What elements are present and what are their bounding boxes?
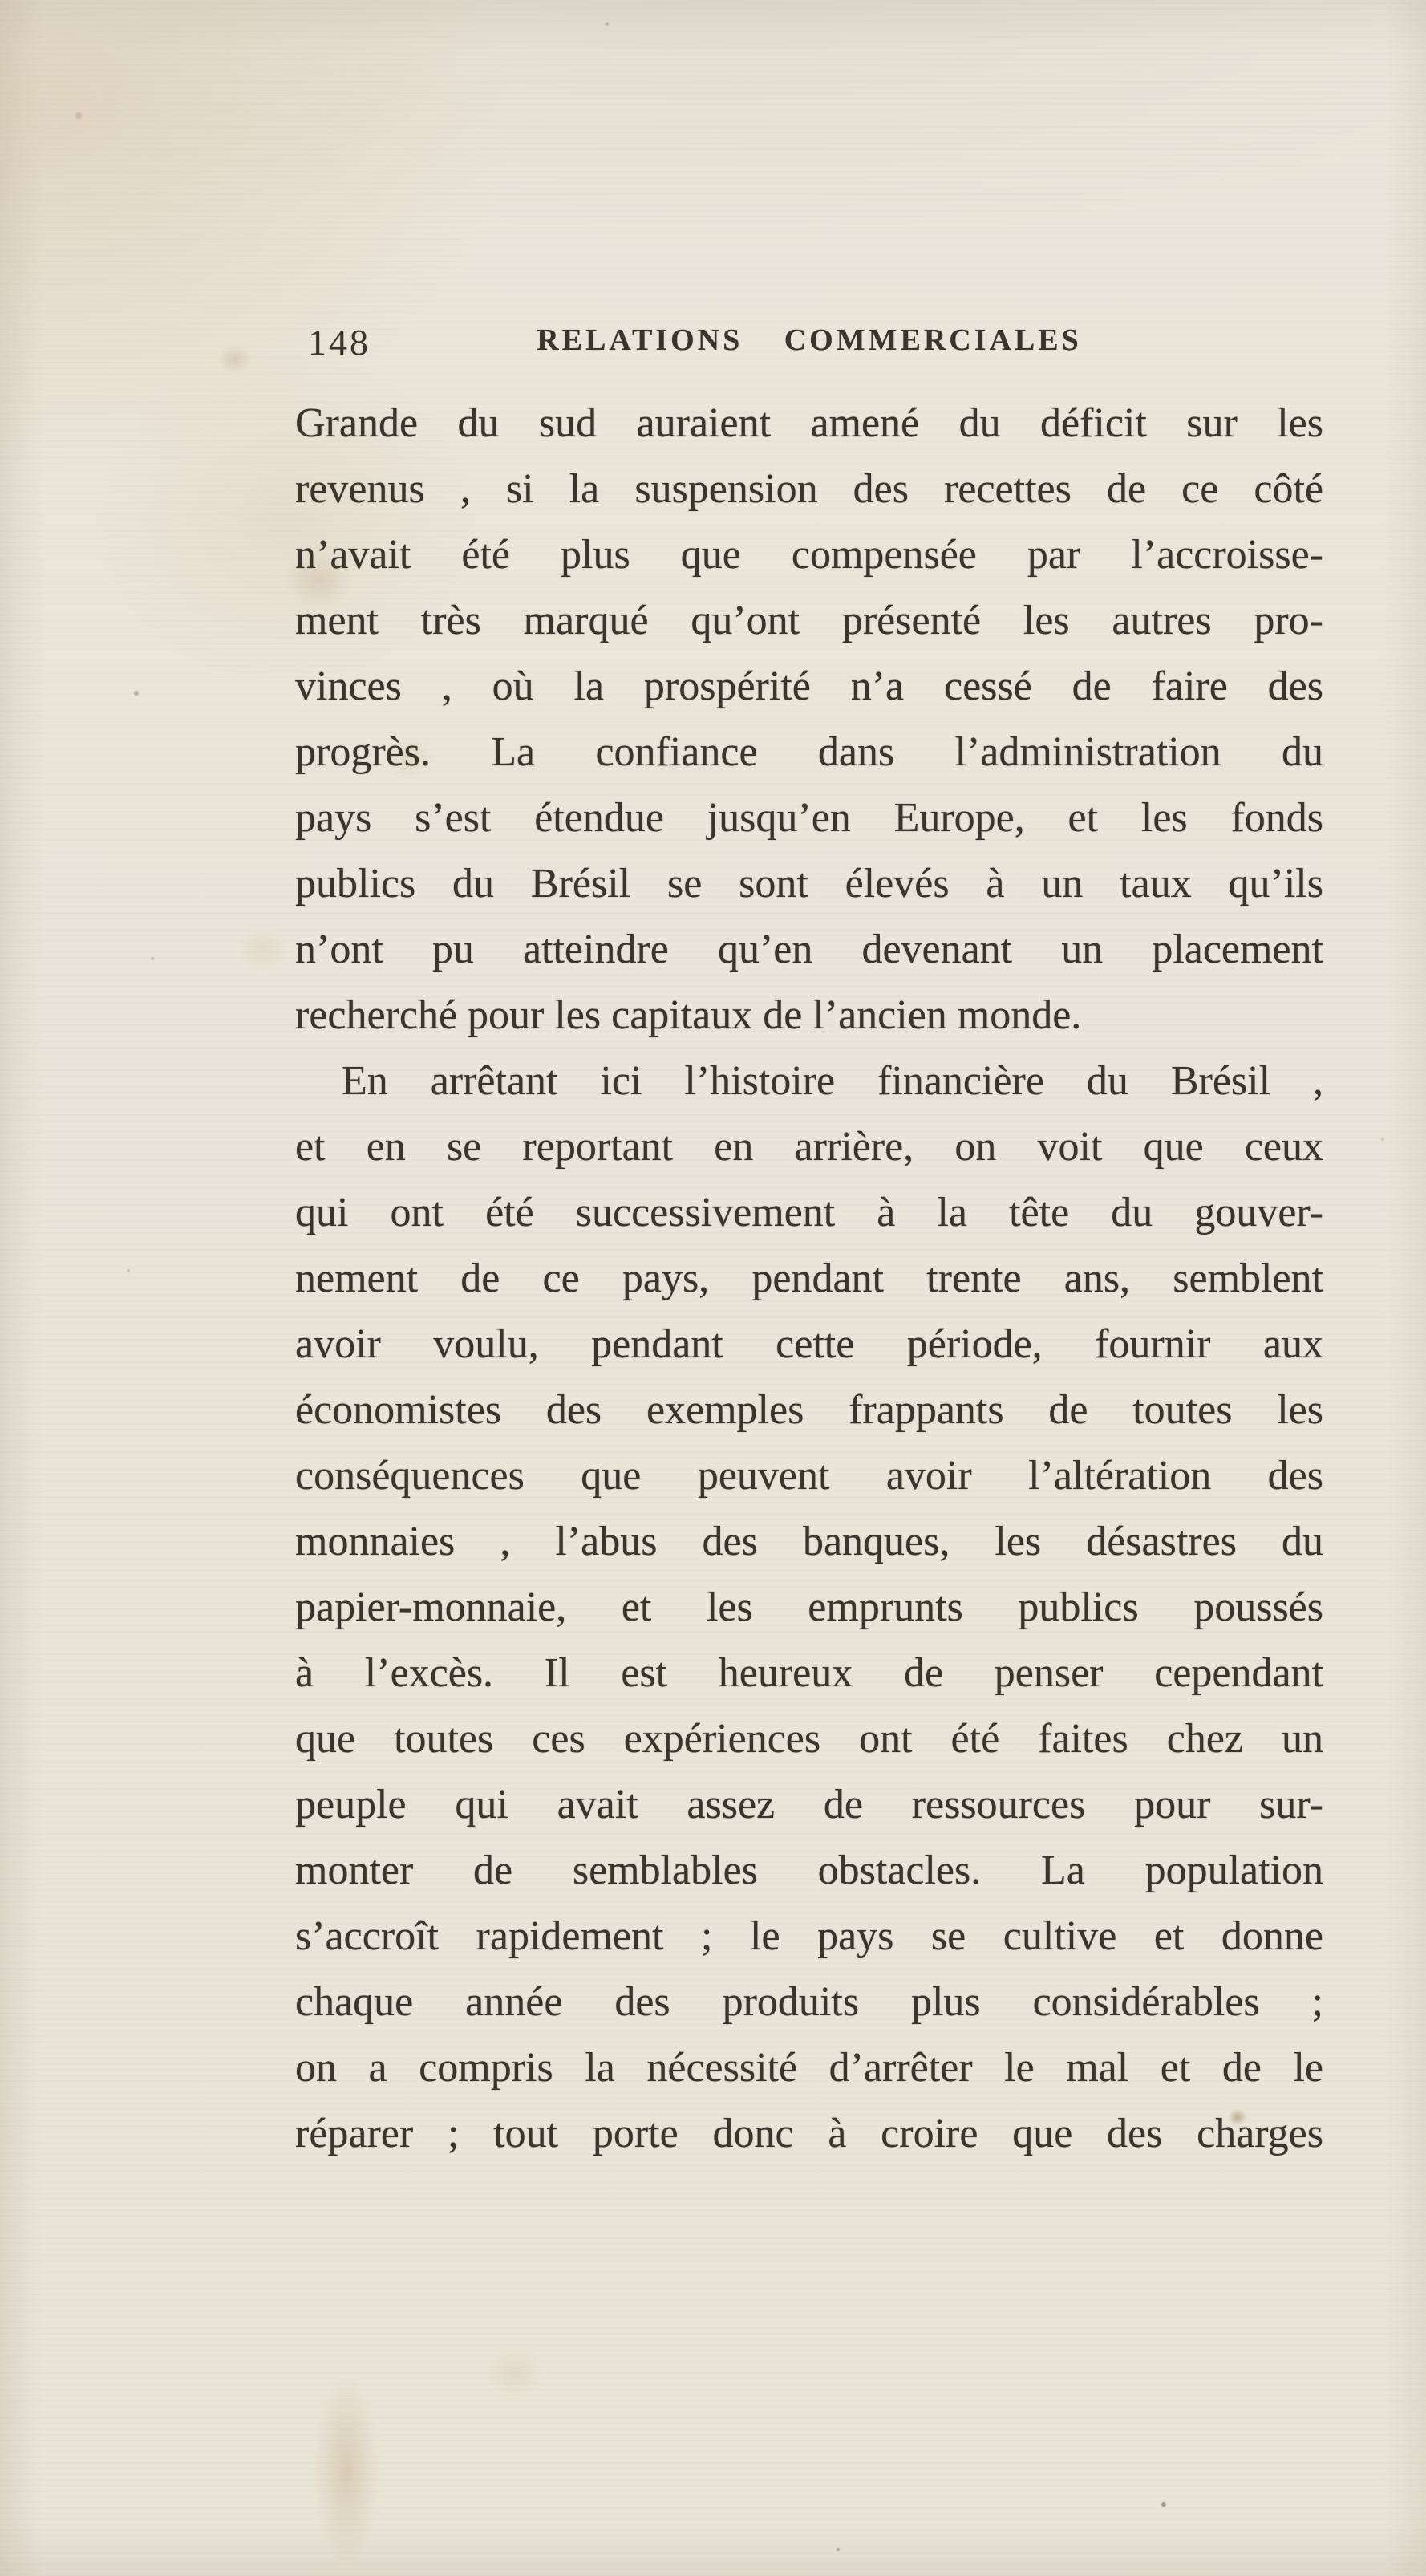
text-line: que toutes ces expériences ont été faites chez un [295, 1716, 1323, 1762]
text-line: conséquences que peuvent avoir l’altération des [295, 1453, 1323, 1499]
text-line: réparer ; tout porte donc à croire que des charges [295, 2111, 1323, 2156]
text-line: nement de ce pays, pendant trente ans, semblent [295, 1256, 1323, 1301]
text-line: pays s’est étendue jusqu’en Europe, et les fonds [295, 795, 1323, 841]
text-line: chaque année des produits plus considérables ; [295, 1979, 1323, 2025]
text-line: n’avait été plus que compensée par l’accroisse- [295, 532, 1323, 578]
text-line: avoir voulu, pendant cette période, fournir aux [295, 1321, 1323, 1367]
text-line: économistes des exemples frappants de toutes les [295, 1387, 1323, 1433]
text-line: n’ont pu atteindre qu’en devenant un placement [295, 927, 1323, 972]
text-line: on a compris la nécessité d’arrêter le mal et de le [295, 2045, 1323, 2091]
text-line: progrès. La confiance dans l’administration du [295, 729, 1323, 775]
text-line: s’accroît rapidement ; le pays se cultive et donne [295, 1913, 1323, 1959]
text-line: à l’excès. Il est heureux de penser cependant [295, 1650, 1323, 1696]
running-title: RELATIONS COMMERCIALES [537, 323, 1082, 357]
text-line: peuple qui avait assez de ressources pour sur- [295, 1782, 1323, 1828]
text-line: recherché pour les capitaux de l’ancien monde. [295, 992, 1082, 1038]
page-number: 148 [308, 322, 371, 363]
text-line: qui ont été successivement à la tête du gouver- [295, 1190, 1323, 1235]
text-line: publics du Brésil se sont élevés à un taux qu’ils [295, 861, 1323, 907]
text-line-paragraph-start: En arrêtant ici l’histoire financière du Brésil , [342, 1058, 1323, 1104]
text-line: monter de semblables obstacles. La population [295, 1848, 1323, 1893]
page-header [295, 319, 1323, 371]
text-line: papier-monnaie, et les emprunts publics poussés [295, 1584, 1323, 1630]
text-line: Grande du sud auraient amené du déficit sur les [295, 400, 1323, 446]
text-line: revenus , si la suspension des recettes de ce côté [295, 466, 1323, 512]
text-line: monnaies , l’abus des banques, les désastres du [295, 1519, 1323, 1564]
page-body [295, 391, 1323, 2167]
text-line: ment très marqué qu’ont présenté les autres pro- [295, 598, 1323, 643]
text-line: et en se reportant en arrière, on voit que ceux [295, 1124, 1323, 1170]
text-line: vinces , où la prospérité n’a cessé de faire des [295, 663, 1323, 709]
paper-specks [0, 0, 3, 3]
